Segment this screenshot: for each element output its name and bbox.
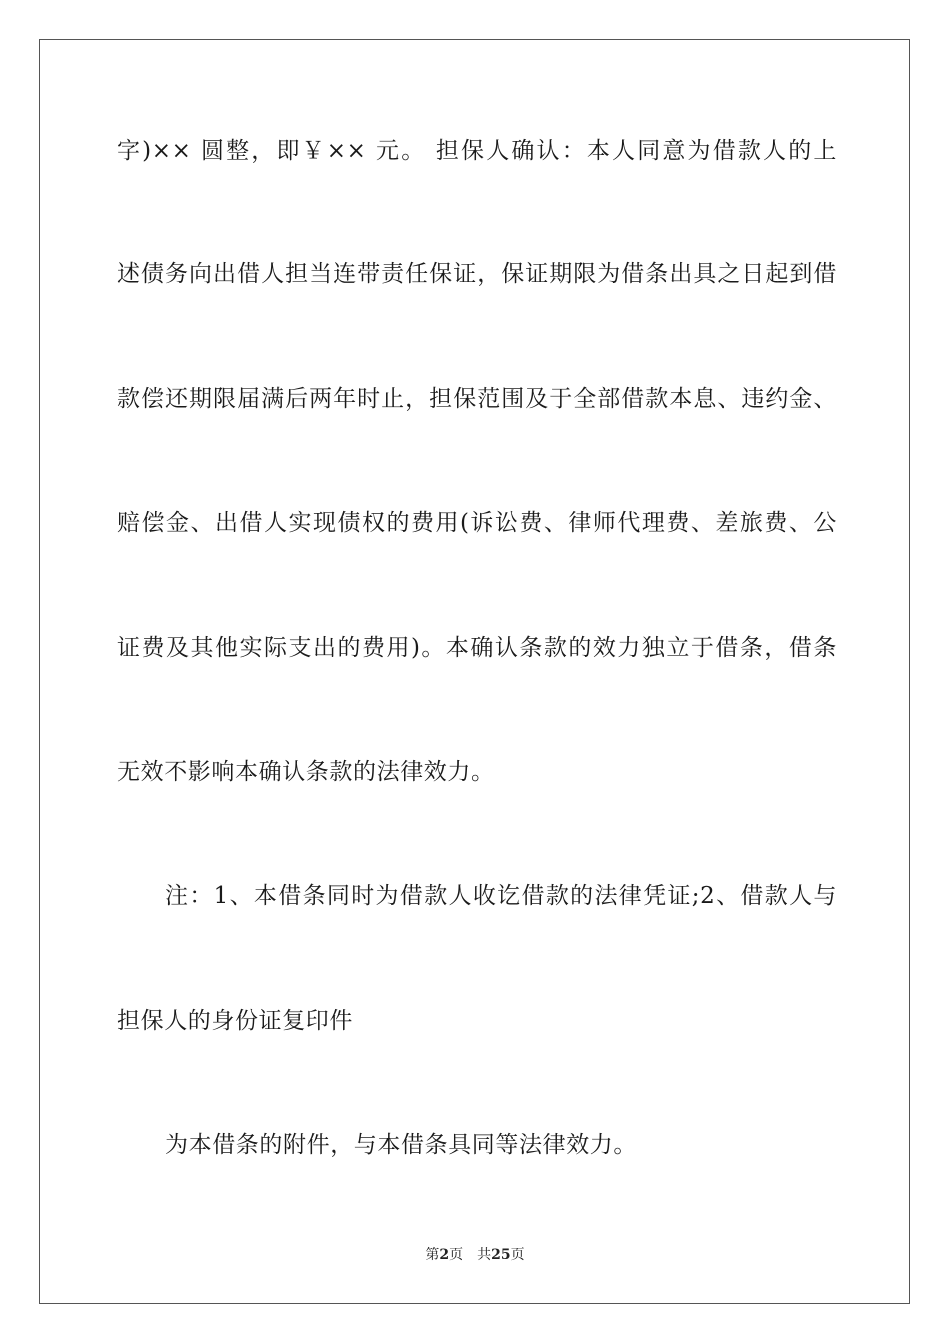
body-line-5: 证费及其他实际支出的费用)。本确认条款的效力独立于借条，借条 bbox=[117, 635, 837, 661]
body-line-3: 款偿还期限届满后两年时止，担保范围及于全部借款本息、违约金、 bbox=[117, 386, 837, 412]
footer-total-prefix: 共 bbox=[477, 1247, 492, 1263]
footer-total-pages: 25 bbox=[491, 1247, 511, 1263]
footer-page-suffix: 页 bbox=[449, 1247, 464, 1263]
body-line-2: 述债务向出借人担当连带责任保证，保证期限为借条出具之日起到借 bbox=[117, 261, 837, 287]
body-line-4: 赔偿金、出借人实现债权的费用(诉讼费、律师代理费、差旅费、公 bbox=[117, 510, 837, 536]
footer-total-suffix: 页 bbox=[510, 1247, 525, 1263]
page-footer bbox=[0, 1246, 950, 1264]
body-line-6: 无效不影响本确认条款的法律效力。 bbox=[117, 759, 495, 785]
footer-page-prefix: 第 bbox=[425, 1247, 440, 1263]
body-line-1: 字)×× 圆整，即￥×× 元。 担保人确认：本人同意为借款人的上 bbox=[117, 138, 837, 164]
page-frame bbox=[39, 39, 910, 1304]
note-line-3: 为本借条的附件，与本借条具同等法律效力。 bbox=[165, 1132, 637, 1158]
note-line-2: 担保人的身份证复印件 bbox=[117, 1008, 353, 1034]
note-line-1: 注：1、本借条同时为借款人收讫借款的法律凭证;2、借款人与 bbox=[165, 883, 837, 909]
footer-page-number: 2 bbox=[439, 1247, 450, 1263]
